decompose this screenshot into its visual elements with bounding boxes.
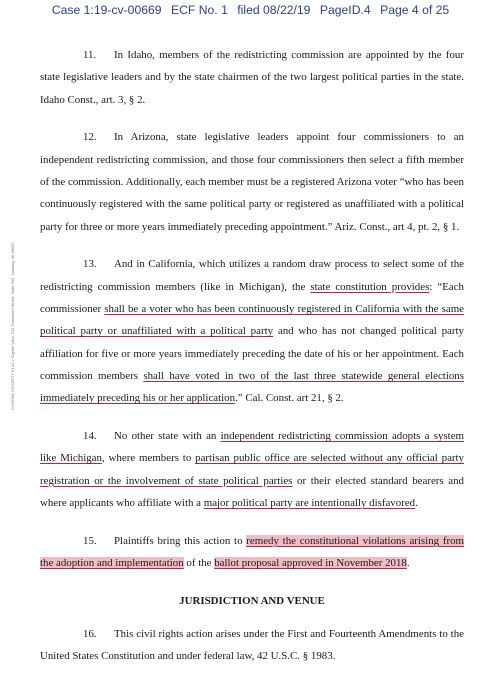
paragraph-number: 12. <box>83 131 97 144</box>
underlined-text: state constitution provides <box>310 280 430 293</box>
paragraph-text: , where members to <box>101 452 196 465</box>
filed-date: filed 08/22/19 <box>237 3 311 17</box>
underlined-text: shall have voted in two of the last three statewide general elections immediately preceding his or her application <box>40 369 464 405</box>
paragraph-11 <box>40 44 464 111</box>
paragraph-number: 14. <box>83 429 97 442</box>
paragraph-text: . <box>415 496 418 509</box>
paragraph-text: In Idaho, members of the redistricting commission are appointed by the four state legislative leaders and by the state chairmen of the two largest political parties in the state. Idaho Const., art. 3, § 2. <box>40 49 464 106</box>
underlined-text: partisan public office are selected without any official party registration or the involvement of state political parties <box>40 452 465 487</box>
paragraph-text: No other state with an <box>114 429 221 442</box>
paragraph-number: 13. <box>83 258 97 271</box>
underlined-text: independent redistricting commission adopts a system like Michigan <box>40 429 464 465</box>
paragraph-text: Plaintiffs bring this action to <box>114 534 247 547</box>
page-id: PageID.4 <box>319 3 371 17</box>
paragraph-text: This civil rights action arises under the First and Fourteenth Amendments to the United States Constitution and under federal law, 42 U.S.C. § 1983. <box>40 628 464 663</box>
paragraph-number: 16. <box>83 628 97 641</box>
underlined-text: shall be a voter who has been continuously registered in California with the same political party or unaffiliated with a political party <box>40 302 465 338</box>
case-number: Case 1:19-cv-00669 <box>51 3 162 17</box>
paragraph-14 <box>40 425 464 514</box>
ecf-number: ECF No. 1 <box>170 3 228 17</box>
paragraph-text: In Arizona, state legislative leaders appoint four commissioners to an independent redistricting commission, and those four commissioners then select a fifth member of the commission. Additionally, each member must be a registered Arizona voter “who has been continuously registered with the same political party or registered as unaffiliated with a political party for three or more years immediately preceding appointment.” Ariz. Const., art 4, pt. 2, § 1. <box>40 131 464 233</box>
page-count: Page 4 of 25 <box>380 3 450 17</box>
paragraph-16 <box>40 623 464 668</box>
paragraph-text: . <box>406 556 410 569</box>
underlined-text: major political party are intentionally disfavored <box>203 496 416 509</box>
paragraph-text: and who has not changed political party affiliation for five or more years immediately preceding the date of his or her appointment. Each commission members <box>40 325 464 382</box>
case-header <box>0 3 501 17</box>
paragraph-text: .” Cal. Const. art 21, § 2. <box>235 392 344 405</box>
paragraph-15 <box>40 530 464 575</box>
paragraph-number: 11. <box>83 49 97 61</box>
paragraph-12 <box>40 126 464 237</box>
paragraph-13 <box>40 253 464 409</box>
paragraph-text: or their elected standard bearers and where applicants who affiliate with a <box>40 474 464 509</box>
paragraph-text: of the <box>183 556 215 569</box>
firm-address: DYKEMA GOSSETT PLLC • Capitol View, 201 Townsend Street, Suite 900, Lansing, MI 48933 <box>10 242 15 410</box>
document-body <box>40 44 464 683</box>
highlighted-text: remedy the constitutional violations arising from the adoption and implementation <box>40 534 464 569</box>
paragraph-text: And in California, which utilizes a random draw process to select some of the redistricting commission members (like in Michigan), the <box>40 258 464 293</box>
section-heading: JURISDICTION AND VENUE <box>179 594 325 607</box>
highlighted-text: ballot proposal approved in November 2018 <box>214 556 407 569</box>
paragraph-text: : “Each commissioner <box>40 280 464 315</box>
paragraph-number: 15. <box>83 534 97 547</box>
firm-sidebar <box>10 242 16 410</box>
